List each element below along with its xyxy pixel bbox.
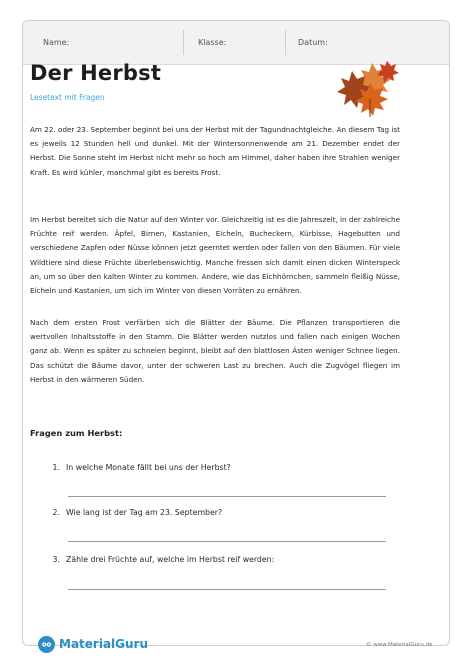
question-2 — [42, 508, 222, 517]
question-1 — [42, 463, 231, 472]
paragraph-2: Im Herbst bereitet sich die Natur auf den Winter vor. Gleichzeitig ist es die Jahreszeit, in der zahlreiche Früchte reif werden. Äpfel, Birnen, Kastanien, Eicheln, Bucheckern, Kürbisse, Hagebutten und verschiedene Zapfen oder Nüsse können jetzt geerntet werden oder fallen von den Bäumen. Für viele Wildtiere sind diese Früchte überlebenswichtig. Manche fressen sich damit einen dicken Winterspeck an, um so über den kalten Winter zu kommen. Andere, wie das Eichhörnchen, sammeln fleißig Nüsse, Eicheln und Kastanien, um sich im Winter von diesen Vorräten zu ernähren. — [30, 215, 400, 296]
datum-label: Datum: — [298, 38, 328, 47]
copyright-text: © www.MaterialGuru.de — [366, 642, 433, 648]
paragraph-3: Nach dem ersten Frost verfärben sich die Blätter der Bäume. Die Pflanzen transportieren die wertvollen Inhaltsstoffe in den Stamm. Die Blätter werden nutzlos und fallen nach einigen Wochen ganz ab. Wenn es später zu schneien beginnt, bleibt auf den blattlosen Ästen weniger Schnee liegen. Das schützt die Bäume davor, unter der schweren Last zu brechen. Auch die Zugvögel fliegen im Herbst in den wärmeren Süden. — [30, 318, 400, 384]
page-title: Der Herbst — [30, 61, 162, 85]
brand-part-2: Guru — [115, 637, 149, 651]
materialguru-logo — [38, 634, 148, 654]
question-number: 3. — [52, 555, 60, 564]
autumn-leaves-illustration — [330, 57, 400, 117]
answer-line-2[interactable] — [68, 541, 386, 542]
brand-part-1: Material — [59, 637, 116, 651]
header-divider — [285, 30, 286, 55]
question-text: Wie lang ist der Tag am 23. September? — [66, 508, 223, 517]
question-3 — [42, 555, 274, 564]
name-label: Name: — [43, 38, 70, 47]
klasse-label: Klasse: — [198, 38, 227, 47]
page-subtitle: Lesetext mit Fragen — [30, 93, 105, 102]
header-divider — [183, 30, 184, 55]
paragraph-1: Am 22. oder 23. September beginnt bei uns der Herbst mit der Tagundnachtgleiche. An diesem Tag ist es jeweils 12 Stunden hell und dunkel. Mit der Wintersonnenwende am 21. Dezember endet der Herbst. Die Sonne steht im Herbst nicht mehr so hoch am Himmel, daher haben ihre Strahlen weniger Kraft. Es wird kühler, manchmal gibt es bereits Frost. — [30, 125, 400, 177]
materialguru-logo-icon — [38, 636, 55, 653]
question-number: 2. — [52, 508, 60, 517]
question-number: 1. — [52, 463, 60, 472]
answer-line-3[interactable] — [68, 589, 386, 590]
footer — [0, 626, 474, 671]
answer-line-1[interactable] — [68, 496, 386, 497]
owl-eyes-icon — [41, 639, 52, 650]
question-text: In welche Monate fällt bei uns der Herbst? — [66, 463, 231, 472]
questions-heading: Fragen zum Herbst: — [30, 428, 123, 438]
brand-name — [59, 637, 148, 651]
question-text: Zähle drei Früchte auf, welche im Herbst reif werden: — [66, 555, 275, 564]
